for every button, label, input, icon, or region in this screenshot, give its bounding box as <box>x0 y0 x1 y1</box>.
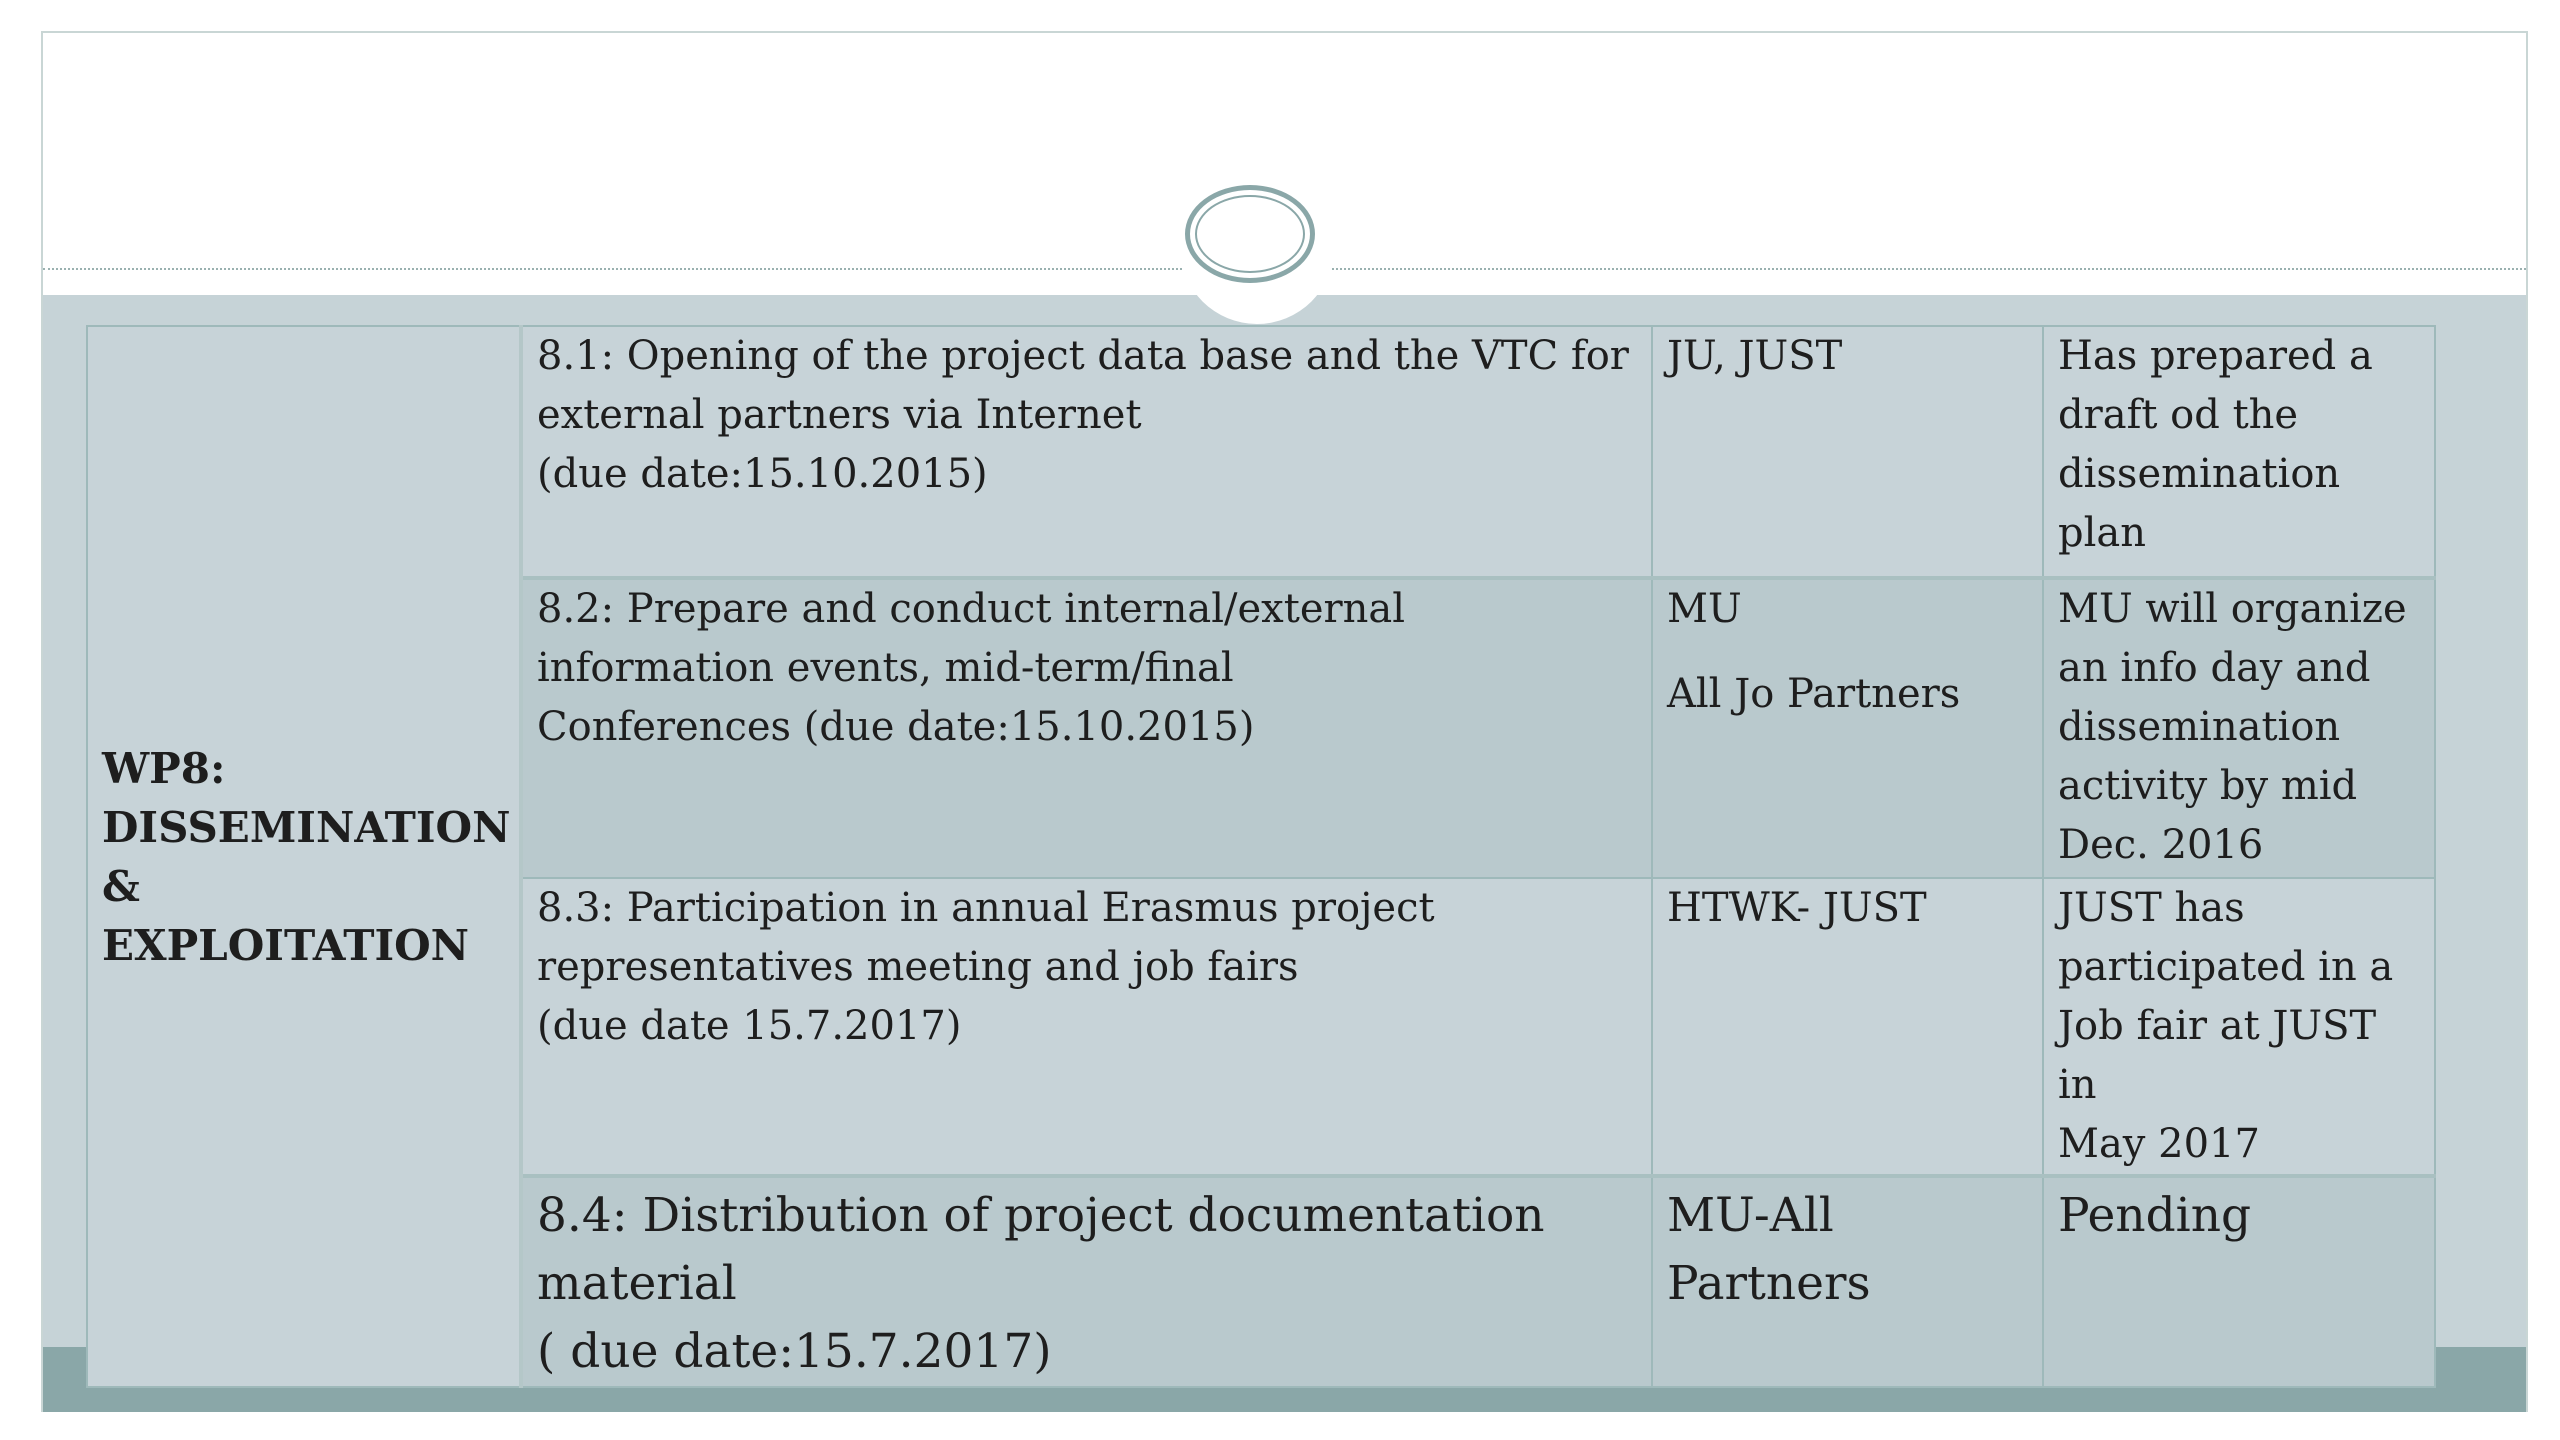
status-cell <box>2043 878 2435 1176</box>
status-line: activity by mid <box>2058 763 2358 809</box>
task-line: external partners via Internet <box>537 392 1142 438</box>
task-line: ( due date:15.7.2017) <box>537 1324 1052 1379</box>
task-line: information events, mid-term/final <box>537 645 1234 691</box>
partners-cell <box>1652 326 2043 578</box>
task-line: Conferences (due date:15.10.2015) <box>537 704 1255 750</box>
ornament-ring-icon <box>1185 185 1315 283</box>
partners-line: MU-All Partners <box>1667 1188 1871 1311</box>
workpackage-title-line: DISSEMINATION <box>102 802 511 852</box>
task-line: 8.1: Opening of the project data base and the VTC for <box>537 333 1629 379</box>
status-line: Has prepared a <box>2058 333 2373 379</box>
status-line: May 2017 <box>2058 1121 2260 1167</box>
task-line: 8.4: Distribution of project documentation material <box>537 1188 1545 1311</box>
partners-line: All Jo Partners <box>1667 671 1961 717</box>
status-line: plan <box>2058 510 2147 556</box>
partners-cell <box>1652 1176 2043 1387</box>
status-line: MU will organize <box>2058 586 2407 632</box>
status-cell <box>2043 578 2435 878</box>
task-line: 8.3: Participation in annual Erasmus project <box>537 885 1435 931</box>
status-cell <box>2043 326 2435 578</box>
partners-line: MU <box>1667 586 1742 632</box>
status-line: draft od the <box>2058 392 2299 438</box>
workpackage-table <box>86 325 2436 1388</box>
task-cell <box>521 1176 1652 1387</box>
partners-cell <box>1652 578 2043 878</box>
status-cell <box>2043 1176 2435 1387</box>
spacer <box>1667 639 2028 665</box>
table-row <box>87 326 2435 578</box>
workpackage-title-line: EXPLOITATION <box>102 920 470 970</box>
status-line: JUST has <box>2058 885 2245 931</box>
partners-line: JU, JUST <box>1667 333 1843 379</box>
workpackage-title-cell <box>87 326 521 1387</box>
task-cell <box>521 578 1652 878</box>
workpackage-title-line: & <box>102 861 140 911</box>
task-line: representatives meeting and job fairs <box>537 944 1299 990</box>
status-line: an info day and <box>2058 645 2371 691</box>
task-line: 8.2: Prepare and conduct internal/external <box>537 586 1406 632</box>
status-line: Job fair at JUST in <box>2058 1003 2377 1108</box>
status-line: dissemination <box>2058 704 2341 750</box>
task-line: (due date 15.7.2017) <box>537 1003 962 1049</box>
task-line: (due date:15.10.2015) <box>537 451 988 497</box>
partners-line: HTWK- JUST <box>1667 885 1927 931</box>
task-cell <box>521 878 1652 1176</box>
status-line: Dec. 2016 <box>2058 822 2264 868</box>
status-line: participated in a <box>2058 944 2394 990</box>
task-cell <box>521 326 1652 578</box>
workpackage-title-line: WP8: <box>102 743 226 793</box>
status-line: Pending <box>2058 1188 2252 1243</box>
status-line: dissemination <box>2058 451 2341 497</box>
partners-cell <box>1652 878 2043 1176</box>
